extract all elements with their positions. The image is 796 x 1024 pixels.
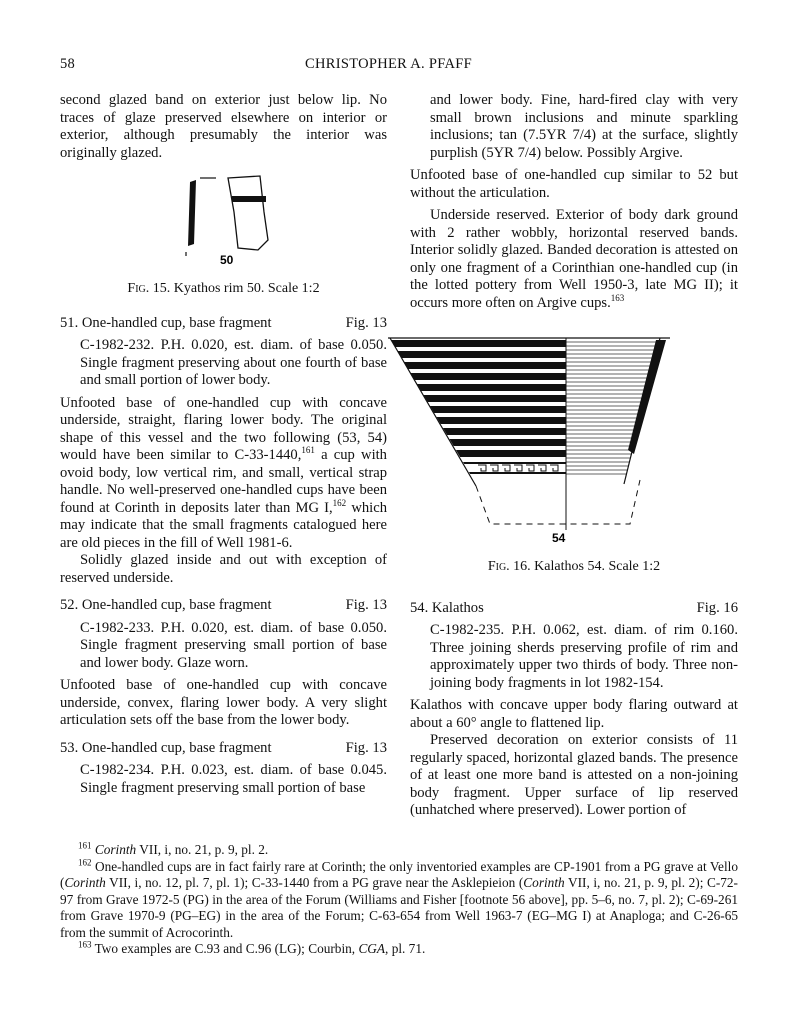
figure-15-kyathos-rim: [170, 172, 290, 272]
entry-53-heading: 53. One-handled cup, base fragment Fig. 13: [60, 739, 387, 756]
entry-53-underside: Underside reserved. Exterior of body dark ground with 2 rather wobbly, horizontal reserved bands. Interior solidly glazed. Banded decoration is attested on only one fragment of a Corinthian one-handled cup (in the lotted pottery from Well 1950-3, late MG II); it occurs more often on Argive cups.$^{163}$: [410, 207, 738, 311]
right-column-top: [410, 92, 738, 312]
kyathos-sherd-outline: [228, 176, 268, 250]
entry-51-heading: 51. One-handled cup, base fragment Fig. 13: [60, 314, 387, 331]
footnotes: [60, 842, 738, 958]
figure-16-caption: Fig. 16. Kalathos 54. Scale 1:2: [487, 559, 661, 574]
figure-15-caption: Fig. 15. Kyathos rim 50. Scale 1:2: [127, 281, 320, 296]
entry-51-catalogue: C-1982-232. P.H. 0.020, est. diam. of base 0.050. Single fragment preserving about one fourth of base and small portion of lower body.: [80, 337, 387, 388]
entry-54-heading: 54. Kalathos Fig. 16: [410, 599, 738, 616]
kalathos-meander: [478, 465, 558, 471]
entry-51-description: Unfooted base of one-handled cup with concave underside, straight, flaring lower body. The original shape of this vessel and the two following (53, 54) would have been similar to C-33-1440,$^{161}$ a cup with ovoid body, low vertical rim, and small, vertical strap handle. No well-preserved one-handled cups have been found at Corinth in deposits later than MG I,$^{162}$ which may indicate that the small fragments catalogued here are old pieces in the fill of Well 1981-6.: [60, 394, 387, 551]
kalathos-reconstruction: [476, 480, 640, 524]
footnote-161: $^{161}$ Corinth VII, i, no. 21, p. 9, pl. 2.: [78, 840, 269, 857]
page-number: 58: [60, 56, 76, 72]
entry-52-description: Unfooted base of one-handled cup with concave underside, convex, flaring lower body. A very slight articulation sets off the base from the lower body.: [60, 677, 387, 728]
entry-54-catalogue: C-1982-235. P.H. 0.062, est. diam. of rim 0.160. Three joining sherds preserving profile of rim and approximately upper two thirds of body. Three non-joining body fragments in lot 1982-154.: [430, 622, 738, 691]
entry-51-glaze: Solidly glazed inside and out with exception of reserved underside.: [60, 552, 387, 586]
kalathos-glazed-bands: [386, 340, 571, 474]
figure-15-label: 50: [220, 253, 234, 267]
entry-53-base: Unfooted base of one-handled cup similar to 52 but without the articulation.: [410, 167, 738, 201]
kyathos-profile: [186, 178, 216, 256]
figure-16-kalathos: [386, 330, 686, 552]
entry-52-heading: 52. One-handled cup, base fragment Fig. 13: [60, 597, 387, 613]
entry-54-decoration: Preserved decoration on exterior consists of 11 regularly spaced, horizontal glazed bands. The presence of at least one more band is attested on a non-joining body fragment. Upper surface of lip reserved (unhatched where preserved). Lower portion of: [410, 732, 738, 818]
paragraph-intro: second glazed band on exterior just below lip. No traces of glaze preserved elsewhere on interior or exterior, although presumably the interior was originally glazed.: [60, 92, 387, 161]
left-column-top: [60, 92, 387, 162]
footnote-162: $^{162}$ One-handled cups are in fact fairly rare at Corinth; the only inventoried examples are CP-1901 from a PG grave at Vello (Corinth VII, i, no. 12, pl. 7, pl. 1); C-33-1440 from a PG grave near the Asklepieion (Corinth VII, i, no. 21, p. 9, pl. 2); C-72-97 from Grave 1972-5 (PG) in the area of the Forum (Williams and Fisher [footnote 56 above], pp. 5–6, no. 7, pl. 2); C-69-261 from Grave 1970-9 (PG–EG) in the area of the Forum; C-63-654 from Well 1963-7 (EG–MG I) at Anaploga; and C-26-65 from the summit of Acrocorinth.: [60, 857, 738, 940]
entry-52-catalogue: C-1982-233. P.H. 0.020, est. diam. of base 0.050. Single fragment preserving small portion of base and lower body. Glaze worn.: [80, 619, 387, 671]
left-column: [60, 280, 387, 797]
figure-16-label: 54: [552, 531, 566, 545]
right-column: [410, 558, 738, 820]
running-title: CHRISTOPHER A. PFAFF: [305, 56, 473, 72]
entry-53-continuation: and lower body. Fine, hard-fired clay with very small brown inclusions and minute sparkling inclusions; tan (7.5YR 7/4) at the surface, slightly purplish (5YR 7/4) below. Possibly Argive.: [430, 92, 738, 161]
footnote-163: $^{163}$ Two examples are C.93 and C.96 (LG); Courbin, CGA, pl. 71.: [78, 939, 426, 956]
entry-53-catalogue: C-1982-234. P.H. 0.023, est. diam. of base 0.045. Single fragment preserving small portion of base: [80, 762, 387, 796]
kalathos-wall-profile: [628, 340, 666, 454]
entry-54-description: Kalathos with concave upper body flaring outward at about a 60° angle to flattened lip.: [410, 697, 738, 731]
